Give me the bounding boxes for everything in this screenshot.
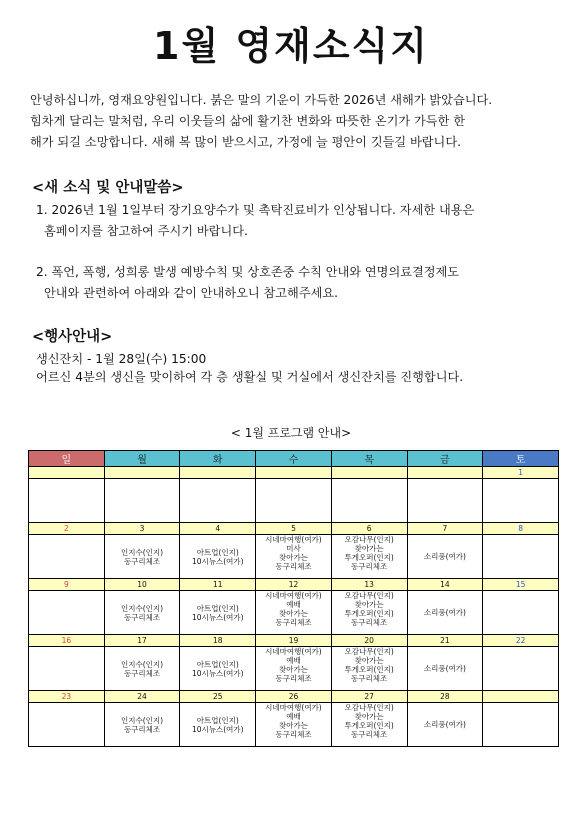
date-cell-sun: 9 [29, 579, 105, 591]
event-details [36, 350, 566, 386]
program-entry: 동구리체조 [351, 730, 388, 739]
program-entry: 시네마여행(여가) [265, 647, 322, 656]
program-cell-tue [180, 647, 256, 691]
date-cell-sat: 8 [483, 523, 559, 535]
program-cell-sat [483, 591, 559, 635]
program-entry: 예배 [286, 600, 301, 609]
day-header-tue: 화 [180, 451, 256, 467]
event-line: 어르신 4분의 생신을 맞이하여 각 층 생활실 및 거실에서 생신잔치를 진행합니다. [36, 370, 464, 384]
program-entry: 시네마여행(여가) [265, 591, 322, 600]
date-cell-mon: 3 [104, 523, 180, 535]
program-cell-mon [104, 591, 180, 635]
news-item-2-line: 2. 폭언, 폭행, 성희롱 발생 예방수칙 및 상호존중 수칙 안내와 연명의료결정제도 [36, 265, 460, 279]
program-cell-mon [104, 535, 180, 579]
program-calendar [28, 450, 559, 747]
day-header-sun: 일 [29, 451, 105, 467]
calendar-header-row [29, 451, 559, 467]
program-entry: 시네마여행(여가) [265, 703, 322, 712]
program-entry: 아트업(인지) [196, 715, 239, 725]
date-cell-mon: 24 [104, 691, 180, 703]
program-cell-thu [331, 591, 407, 635]
program-entry: 찾아가는 [354, 600, 384, 609]
program-entry: 소리풍(여가) [423, 720, 466, 729]
program-entry: 투게오퍼(인지) [344, 665, 394, 674]
program-cell-tue [180, 535, 256, 579]
program-entry: 10시뉴스(여가) [191, 724, 244, 734]
calendar-date-row [29, 523, 559, 535]
program-cell-fri [407, 591, 483, 635]
date-cell-wed: 5 [256, 523, 332, 535]
calendar-program-row [29, 535, 559, 579]
intro-line: 해가 되길 소망합니다. 새해 복 많이 받으시고, 가정에 늘 평안이 깃들길 바랍니다. [30, 135, 461, 149]
program-entry: 동구리체조 [123, 556, 161, 566]
program-entry: 동구리체조 [123, 668, 161, 678]
calendar-program-row [29, 479, 559, 523]
program-entry: 소리풍(여가) [423, 552, 466, 561]
program-cell-sat [483, 535, 559, 579]
program-cell-sun [29, 647, 105, 691]
program-entry: 오감나무(인지) [344, 647, 394, 656]
date-cell-sat: 22 [483, 635, 559, 647]
event-heading: <행사안내> [32, 329, 113, 345]
date-cell-sat [483, 691, 559, 703]
program-cell-tue [180, 479, 256, 523]
date-cell-thu: 13 [331, 579, 407, 591]
news-item-1-line: 1. 2026년 1월 1일부터 장기요양수가 및 촉탁진료비가 인상됩니다. 자세한 내용은 [36, 203, 475, 217]
day-header-mon: 월 [104, 451, 180, 467]
date-cell-tue: 18 [180, 635, 256, 647]
program-entry: 오감나무(인지) [344, 703, 394, 712]
program-entry: 투게오퍼(인지) [344, 553, 394, 562]
news-item-1-line: 홈페이지를 참고하여 주시기 바랍니다. [44, 224, 248, 238]
intro-paragraph [30, 90, 560, 153]
program-entry: 찾아가는 [354, 712, 384, 721]
program-entry: 찾아가는 [278, 609, 308, 618]
date-cell-thu: 27 [331, 691, 407, 703]
calendar-program-row [29, 647, 559, 691]
calendar-program-row [29, 591, 559, 635]
program-entry: 인지수(인지) [121, 715, 164, 725]
program-entry: 아트업(인지) [196, 547, 239, 557]
news-item-2-line: 안내와 관련하여 아래와 같이 안내하오니 참고해주세요. [44, 286, 339, 300]
program-entry: 오감나무(인지) [344, 535, 394, 544]
program-cell-wed [256, 591, 332, 635]
date-cell-fri [407, 467, 483, 479]
intro-line: 힘차게 달리는 말처럼, 우리 이웃들의 삶에 활기찬 변화와 따뜻한 온기가 가득한 한 [30, 114, 466, 128]
calendar-date-row [29, 691, 559, 703]
calendar-program-row [29, 703, 559, 747]
date-cell-thu: 20 [331, 635, 407, 647]
event-line: 생신잔치 - 1월 28일(수) 15:00 [36, 352, 207, 366]
program-cell-sat [483, 647, 559, 691]
program-entry: 10시뉴스(여가) [191, 668, 244, 678]
program-cell-sat [483, 703, 559, 747]
date-cell-mon: 10 [104, 579, 180, 591]
program-cell-thu [331, 703, 407, 747]
program-entry: 오감나무(인지) [344, 591, 394, 600]
news-item-2 [36, 262, 566, 304]
program-entry: 아트업(인지) [196, 603, 239, 613]
date-cell-sun: 16 [29, 635, 105, 647]
program-entry: 10시뉴스(여가) [191, 612, 244, 622]
program-entry: 찾아가는 [278, 721, 308, 730]
intro-line: 안녕하십니까, 영재요양원입니다. 붉은 말의 기운이 가득한 2026년 새해가 밝았습니다. [30, 93, 493, 107]
date-cell-thu: 6 [331, 523, 407, 535]
program-cell-wed [256, 479, 332, 523]
program-cell-thu [331, 479, 407, 523]
calendar-date-row [29, 579, 559, 591]
program-cell-wed [256, 647, 332, 691]
day-header-thu: 목 [331, 451, 407, 467]
program-entry: 인지수(인지) [121, 659, 164, 669]
date-cell-tue: 25 [180, 691, 256, 703]
program-cell-sat [483, 479, 559, 523]
date-cell-fri: 28 [407, 691, 483, 703]
program-cell-sun [29, 703, 105, 747]
date-cell-sat: 15 [483, 579, 559, 591]
date-cell-tue: 11 [180, 579, 256, 591]
program-entry: 인지수(인지) [121, 603, 164, 613]
program-entry: 인지수(인지) [121, 547, 164, 557]
date-cell-sun: 23 [29, 691, 105, 703]
program-cell-wed [256, 535, 332, 579]
calendar-date-row [29, 467, 559, 479]
program-entry: 찾아가는 [354, 656, 384, 665]
program-entry: 동구리체조 [275, 674, 312, 683]
program-entry: 예배 [286, 656, 301, 665]
date-cell-wed: 19 [256, 635, 332, 647]
program-cell-tue [180, 591, 256, 635]
date-cell-mon [104, 467, 180, 479]
program-cell-mon [104, 647, 180, 691]
date-cell-tue: 4 [180, 523, 256, 535]
date-cell-wed: 26 [256, 691, 332, 703]
program-entry: 동구리체조 [123, 612, 161, 622]
program-entry: 10시뉴스(여가) [191, 556, 244, 566]
calendar-body [29, 467, 559, 747]
program-cell-sun [29, 535, 105, 579]
program-entry: 동구리체조 [351, 562, 388, 571]
calendar-caption: < 1월 프로그램 안내> [230, 426, 352, 440]
date-cell-mon: 17 [104, 635, 180, 647]
program-cell-fri [407, 535, 483, 579]
date-cell-fri: 21 [407, 635, 483, 647]
date-cell-sun: 2 [29, 523, 105, 535]
program-cell-tue [180, 703, 256, 747]
program-entry: 투게오퍼(인지) [344, 721, 394, 730]
program-cell-sun [29, 591, 105, 635]
program-entry: 찾아가는 [278, 553, 308, 562]
day-header-fri: 금 [407, 451, 483, 467]
program-entry: 소리풍(여가) [423, 608, 466, 617]
news-item-1 [36, 200, 566, 242]
date-cell-fri: 7 [407, 523, 483, 535]
program-cell-sun [29, 479, 105, 523]
program-entry: 동구리체조 [275, 730, 312, 739]
date-cell-thu [331, 467, 407, 479]
news-heading: <새 소식 및 안내말씀> [32, 180, 184, 196]
program-entry: 소리풍(여가) [423, 664, 466, 673]
program-entry: 동구리체조 [123, 724, 161, 734]
day-header-sat: 토 [483, 451, 559, 467]
program-cell-fri [407, 703, 483, 747]
date-cell-sun [29, 467, 105, 479]
program-entry: 예배 [286, 712, 301, 721]
program-entry: 시네마여행(여가) [265, 535, 322, 544]
program-entry: 아트업(인지) [196, 659, 239, 669]
program-entry: 동구리체조 [275, 618, 312, 627]
date-cell-tue [180, 467, 256, 479]
program-cell-fri [407, 479, 483, 523]
day-header-wed: 수 [256, 451, 332, 467]
date-cell-wed [256, 467, 332, 479]
program-cell-wed [256, 703, 332, 747]
program-entry: 찾아가는 [354, 544, 384, 553]
date-cell-fri: 14 [407, 579, 483, 591]
program-cell-thu [331, 647, 407, 691]
page-title: 1월 영재소식지 [153, 24, 429, 68]
program-entry: 찾아가는 [278, 665, 308, 674]
calendar-date-row [29, 635, 559, 647]
program-cell-fri [407, 647, 483, 691]
program-entry: 동구리체조 [351, 674, 388, 683]
program-cell-mon [104, 703, 180, 747]
program-entry: 미사 [286, 544, 301, 553]
date-cell-wed: 12 [256, 579, 332, 591]
program-cell-mon [104, 479, 180, 523]
program-cell-thu [331, 535, 407, 579]
date-cell-sat: 1 [483, 467, 559, 479]
program-entry: 동구리체조 [351, 618, 388, 627]
program-entry: 동구리체조 [275, 562, 312, 571]
program-entry: 투게오퍼(인지) [344, 609, 394, 618]
